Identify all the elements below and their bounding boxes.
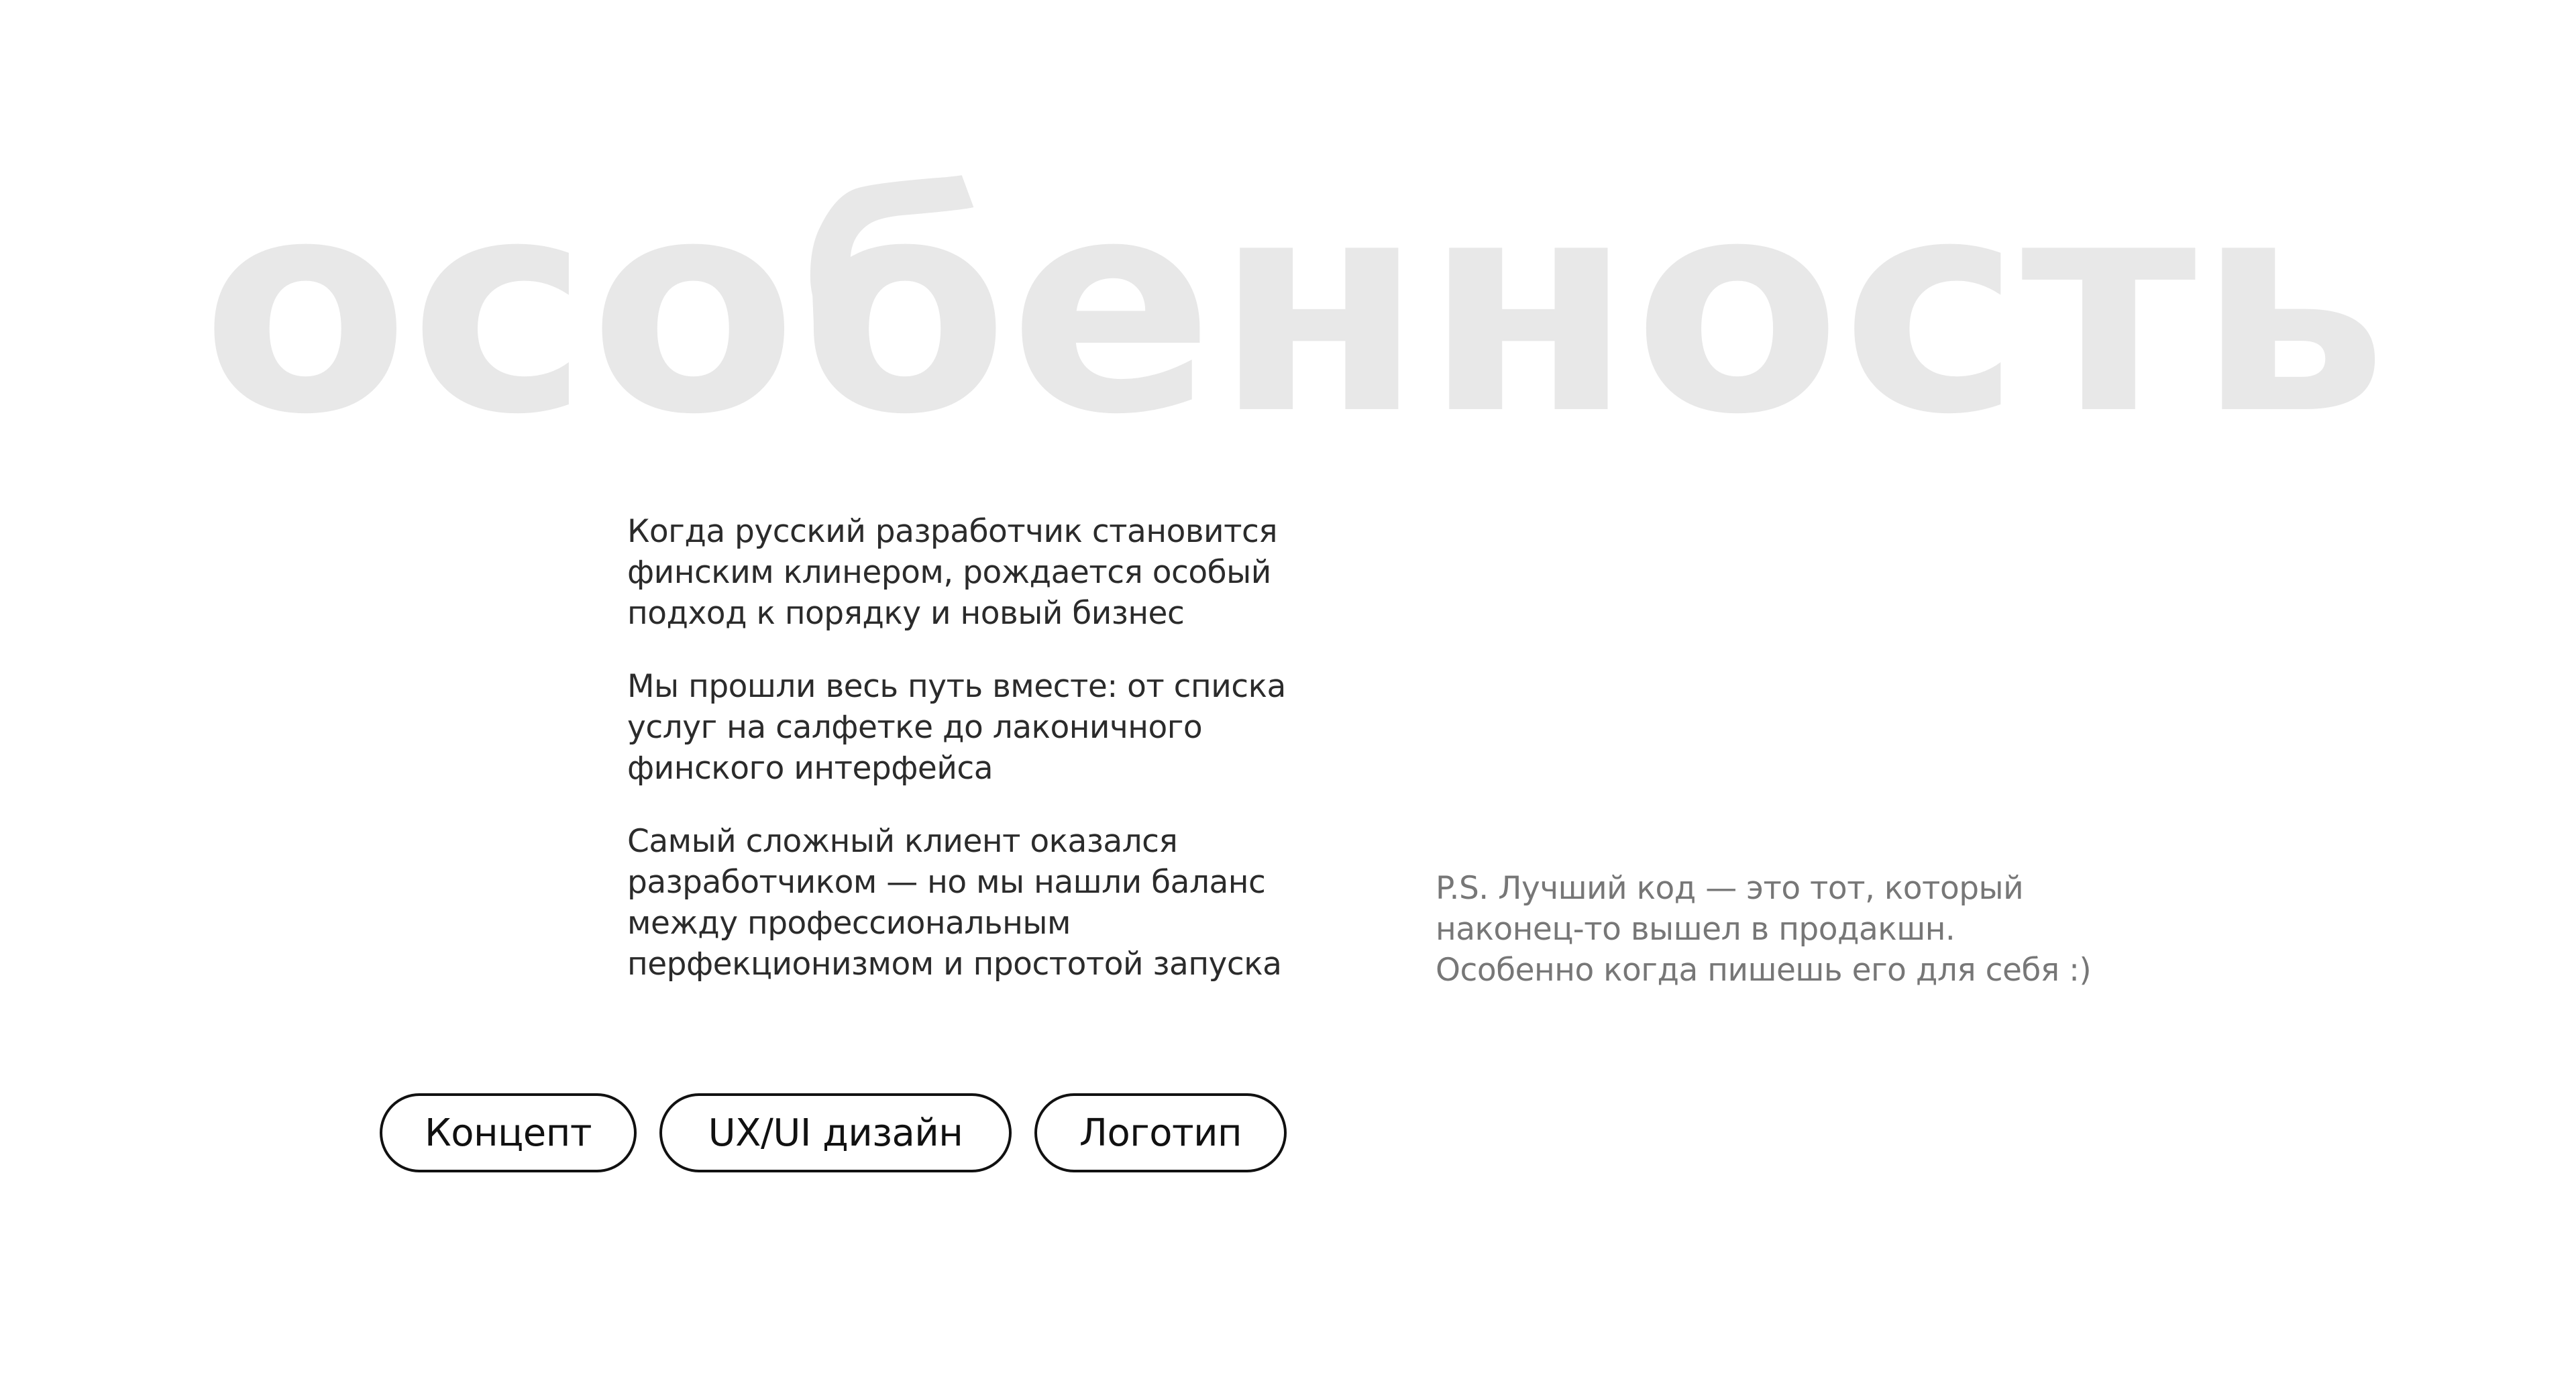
postscript-line: наконец-то вышел в продакшн. (1436, 911, 1955, 948)
paragraph-line: между профессиональным (627, 905, 1071, 942)
tag-ux-ui-design-button[interactable]: UX/UI дизайн (659, 1093, 1012, 1172)
paragraph-line: Мы прошли весь путь вместе: от списка (627, 668, 1286, 705)
postscript-note (1436, 868, 2174, 991)
tag-concept-button[interactable]: Концепт (380, 1093, 637, 1172)
paragraph-line: перфекционизмом и простотой запуска (627, 946, 1282, 983)
hero-word-text: особенность (201, 135, 2388, 469)
paragraph-journey (627, 666, 1325, 789)
description-column (627, 511, 1325, 1017)
paragraph-client (627, 821, 1325, 985)
hero-background-word (201, 121, 2388, 469)
paragraph-line: подход к порядку и новый бизнес (627, 595, 1185, 632)
paragraph-line: финского интерфейса (627, 750, 994, 787)
paragraph-line: Самый сложный клиент оказался (627, 823, 1178, 860)
paragraph-line: разработчиком — но мы нашли баланс (627, 864, 1266, 901)
postscript-line: Особенно когда пишешь его для себя :) (1436, 952, 2092, 989)
tag-logo-button[interactable]: Логотип (1034, 1093, 1287, 1172)
paragraph-line: услуг на салфетке до лаконичного (627, 709, 1203, 746)
service-tags (380, 1093, 1287, 1172)
postscript-line: P.S. Лучший код — это тот, который (1436, 870, 2024, 907)
paragraph-line: финским клинером, рождается особый (627, 554, 1271, 591)
paragraph-line: Когда русский разработчик становится (627, 513, 1278, 550)
paragraph-intro (627, 511, 1325, 634)
